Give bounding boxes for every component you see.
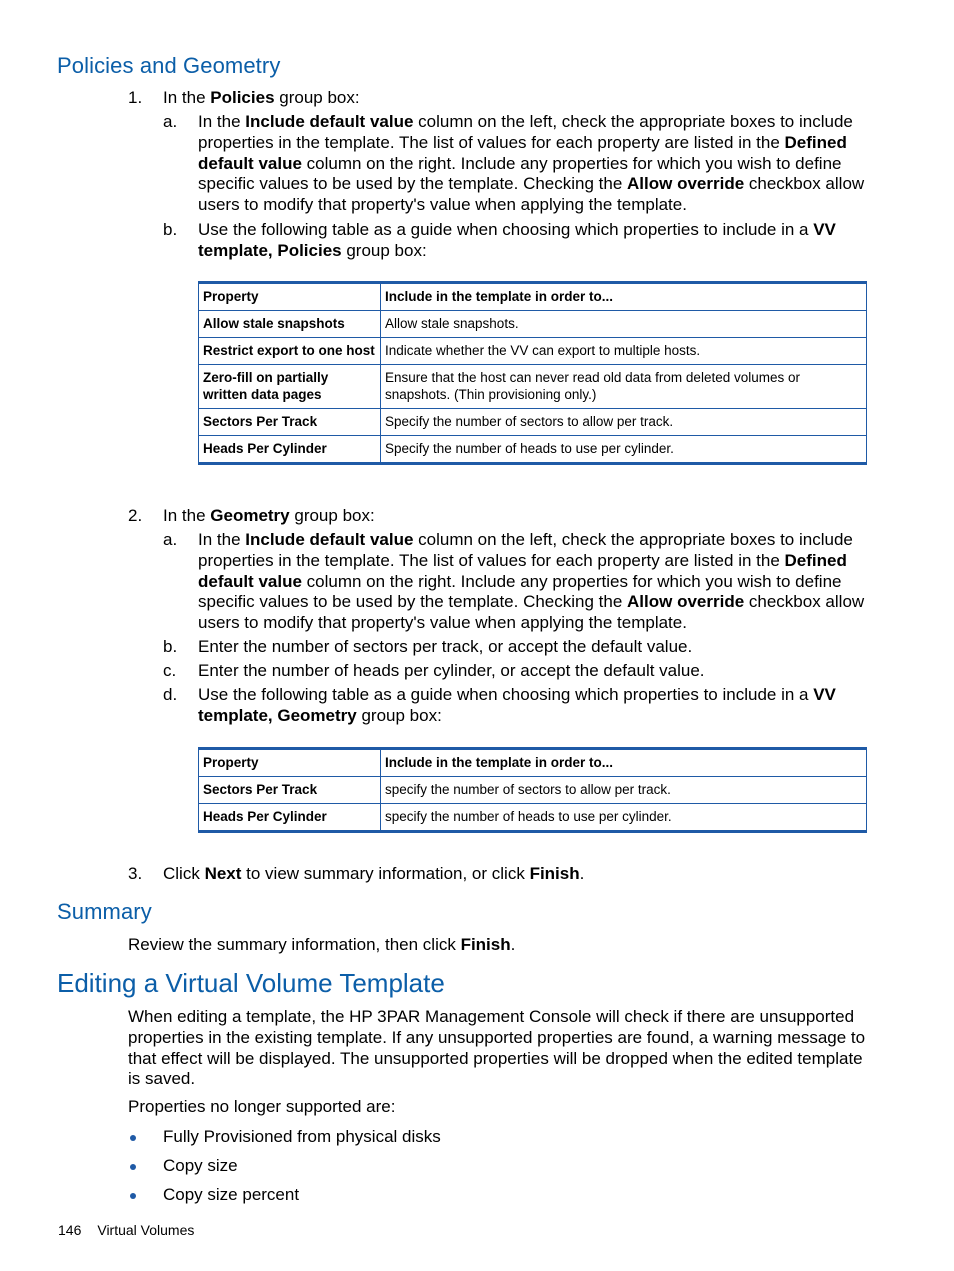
table-cell: Specify the number of sectors to allow per track. bbox=[381, 409, 867, 436]
table-cell: Sectors Per Track bbox=[199, 409, 381, 436]
table-cell: Allow stale snapshots. bbox=[381, 311, 867, 338]
section-title-policies-geometry: Policies and Geometry bbox=[57, 53, 281, 78]
table-header-cell: Include in the template in order to... bbox=[381, 749, 867, 777]
unsupported-intro: Properties no longer supported are: bbox=[128, 1097, 396, 1116]
summary-text: Review the summary information, then click Finish. bbox=[128, 935, 516, 954]
step-number: 2. bbox=[128, 506, 143, 525]
editing-paragraph: When editing a template, the HP 3PAR Management Console will check if there are unsupported properties in the existing template. If any unsupported properties are found, a warning message to that effect will be displayed. The unsupported properties will be dropped when the edited template is saved. bbox=[128, 1007, 866, 1089]
table-cell: Specify the number of heads to use per cylinder. bbox=[381, 436, 867, 464]
step-2a-text: In the Include default value column on the left, check the appropriate boxes to include properties in the template. The list of values for each property are listed in the Defined default value column on the right. Include any properties for which you wish to define specific values to be used by the template. Checking the Allow override checkbox allow users to modify that property's value when applying the template. bbox=[198, 530, 865, 633]
table-cell: Allow stale snapshots bbox=[199, 311, 381, 338]
bullet-icon bbox=[130, 1164, 136, 1170]
substep-label: a. bbox=[163, 530, 178, 549]
table-row bbox=[199, 409, 867, 436]
table-header-cell: Include in the template in order to... bbox=[381, 283, 867, 311]
step-1-text: In the Policies group box: bbox=[163, 88, 360, 107]
table-row bbox=[199, 804, 867, 832]
table-row bbox=[199, 311, 867, 338]
list-item: Copy size percent bbox=[163, 1185, 300, 1204]
table-cell: Sectors Per Track bbox=[199, 777, 381, 804]
bullet-icon bbox=[130, 1193, 136, 1199]
list-item: Fully Provisioned from physical disks bbox=[163, 1127, 441, 1146]
step-2-text: In the Geometry group box: bbox=[163, 506, 375, 525]
table-cell: Restrict export to one host bbox=[199, 338, 381, 365]
step-1a-text: In the Include default value column on the left, check the appropriate boxes to include properties in the template. The list of values for each property are listed in the Defined default value column on the right. Include any properties for which you wish to define specific values to be used by the template. Checking the Allow override checkbox allow users to modify that property's value when applying the template. bbox=[198, 112, 865, 215]
chapter-title: Editing a Virtual Volume Template bbox=[57, 968, 445, 998]
geometry-table bbox=[198, 747, 867, 833]
step-3-text: Click Next to view summary information, or click Finish. bbox=[163, 864, 585, 883]
page-number: 146 bbox=[58, 1222, 82, 1238]
step-2c-text: Enter the number of heads per cylinder, or accept the default value. bbox=[198, 661, 705, 680]
step-1b-text: Use the following table as a guide when choosing which properties to include in a VV template, Policies group box: bbox=[198, 220, 836, 260]
substep-label: a. bbox=[163, 112, 178, 131]
step-2d-text: Use the following table as a guide when choosing which properties to include in a VV template, Geometry group box: bbox=[198, 685, 836, 725]
policies-table bbox=[198, 281, 867, 465]
table-cell: specify the number of heads to use per cylinder. bbox=[381, 804, 867, 832]
table-row bbox=[199, 365, 867, 409]
table-cell: Heads Per Cylinder bbox=[199, 436, 381, 464]
step-number: 3. bbox=[128, 864, 143, 883]
table-cell: Indicate whether the VV can export to multiple hosts. bbox=[381, 338, 867, 365]
step-2b-text: Enter the number of sectors per track, or accept the default value. bbox=[198, 637, 693, 656]
substep-label: d. bbox=[163, 685, 178, 704]
table-header-cell: Property bbox=[199, 749, 381, 777]
section-title-summary: Summary bbox=[57, 899, 152, 924]
substep-label: b. bbox=[163, 637, 178, 656]
table-row bbox=[199, 436, 867, 464]
table-cell: Zero-fill on partially written data pages bbox=[199, 365, 381, 409]
page-footer bbox=[58, 1222, 194, 1238]
table-cell: specify the number of sectors to allow per track. bbox=[381, 777, 867, 804]
table-cell: Ensure that the host can never read old data from deleted volumes or snapshots. (Thin provisioning only.) bbox=[381, 365, 867, 409]
step-number: 1. bbox=[128, 88, 143, 107]
substep-label: c. bbox=[163, 661, 177, 680]
substep-label: b. bbox=[163, 220, 178, 239]
table-header-cell: Property bbox=[199, 283, 381, 311]
table-row bbox=[199, 777, 867, 804]
table-header-row bbox=[199, 749, 867, 777]
table-cell: Heads Per Cylinder bbox=[199, 804, 381, 832]
table-header-row bbox=[199, 283, 867, 311]
bullet-icon bbox=[130, 1135, 136, 1141]
list-item: Copy size bbox=[163, 1156, 238, 1175]
table-row bbox=[199, 338, 867, 365]
footer-section: Virtual Volumes bbox=[97, 1222, 195, 1238]
